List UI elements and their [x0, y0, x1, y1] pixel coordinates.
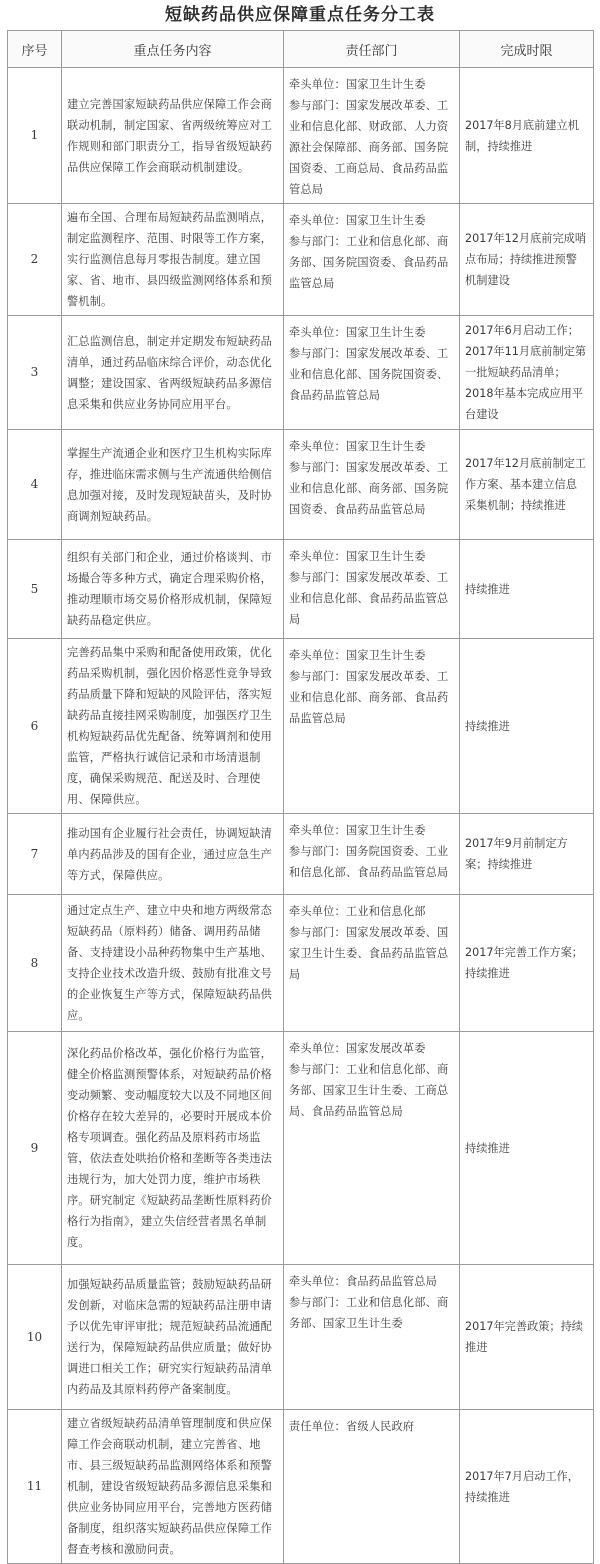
row-number: 8	[8, 895, 62, 1032]
lead-unit: 牵头单位：国家卫生计生委	[289, 649, 426, 662]
lead-unit: 牵头单位：工业和信息化部	[289, 905, 426, 918]
task-table	[7, 30, 594, 1564]
task-content: 完善药品集中采购和配备使用政策，优化药品采购机制，强化因价格恶性竞争导致药品质量下降和短缺的风险评估，落实短缺药品直接挂网采购制度，加强医疗卫生机构短缺药品优先配备、统筹调剂和使用监管，严格执行诚信记录和市场清退制度，确保采购规范、配送及时、合理使用、保障供应。	[62, 639, 284, 814]
responsible-departments	[284, 639, 460, 814]
task-content: 推动国有企业履行社会责任，协调短缺清单内药品涉及的国有企业，通过应急生产等方式，保障供应。	[62, 814, 284, 895]
row-number: 6	[8, 639, 62, 814]
task-content: 组织有关部门和企业，通过价格谈判、市场撮合等多种方式，确定合理采购价格，推动理顺市场交易价格形成机制，保障短缺药品稳定供应。	[62, 540, 284, 639]
lead-unit: 牵头单位：国家卫生计生委	[289, 550, 426, 563]
participating-units: 参与部门：国家发展改革委、工业和信息化部、财政部、人力资源社会保障部、商务部、国务院国资委、工商总局、食品药品监管总局	[289, 99, 449, 196]
row-number: 10	[8, 1265, 62, 1410]
header-no: 序号	[8, 31, 62, 68]
deadline: 持续推进	[460, 540, 594, 639]
task-content: 通过定点生产、建立中央和地方两级常态短缺药品（原料药）储备、调用药品储备、支持建设小品种药物集中生产基地、支持企业技术改造升级、鼓励有批准文号的企业恢复生产等方式，保障短缺药品供应。	[62, 895, 284, 1032]
row-number: 4	[8, 430, 62, 540]
task-content: 加强短缺药品质量监管；鼓励短缺药品研发创新，对临床急需的短缺药品注册申请予以优先审评审批；规范短缺药品流通配送行为，保障短缺药品供应质量；做好协调进口相关工作；研究实行短缺药品清单内药品及其原料药停产备案制度。	[62, 1265, 284, 1410]
task-content: 遍布全国、合理布局短缺药品监测哨点，制定监测程序、范围、时限等工作方案，实行监测信息每月零报告制度。建立国家、省、地市、县四级监测网络体系和预警机制。	[62, 204, 284, 316]
header-dept: 责任部门	[284, 31, 460, 68]
row-number: 1	[8, 68, 62, 204]
task-content: 建立省级短缺药品清单管理制度和供应保障工作会商联动机制，建立完善省、地市、县三级短缺药品监测网络体系和预警机制，建设省级短缺药品多源信息采集和供应业务协同应用平台，完善地方医药储备制度，组织落实短缺药品供应保障工作督查考核和激励问责。	[62, 1410, 284, 1564]
lead-unit: 牵头单位：国家卫生计生委	[289, 78, 426, 91]
task-content: 建立完善国家短缺药品供应保障工作会商联动机制，制定国家、省两级统筹应对工作规则和部门职责分工，指导省级短缺药品供应保障工作会商联动机制建设。	[62, 68, 284, 204]
deadline: 2017年完善政策；持续推进	[460, 1265, 594, 1410]
deadline: 2017年12月底前完成哨点布局；持续推进预警机制建设	[460, 204, 594, 316]
task-content: 深化药品价格改革，强化价格行为监管，健全价格监测预警体系，对短缺药品价格变动频繁、变动幅度较大以及不同地区间价格存在较大差异的，必要时开展成本价格专项调查。强化药品及原料药市场监管，依法查处哄抬价格和垄断等各类违法违规行为，加大处罚力度，维护市场秩序。研究制定《短缺药品垄断性原料药价格行为指南》，建立失信经营者黑名单制度。	[62, 1032, 284, 1265]
page-title: 短缺药品供应保障重点任务分工表	[165, 5, 435, 25]
participating-units: 参与部门：国家发展改革委、国家卫生计生委、食品药品监管总局	[289, 926, 449, 981]
table-row	[8, 204, 594, 316]
row-number: 9	[8, 1032, 62, 1265]
responsible-departments	[284, 430, 460, 540]
participating-units: 参与部门：国务院国资委、工业和信息化部、食品药品监管总局	[289, 845, 449, 879]
task-content: 汇总监测信息，制定并定期发布短缺药品清单，通过药品临床综合评价，动态优化调整；建设国家、省两级短缺药品多源信息采集和供应业务协同应用平台。	[62, 316, 284, 430]
row-number: 7	[8, 814, 62, 895]
header-deadline: 完成时限	[460, 31, 594, 68]
deadline: 持续推进	[460, 1032, 594, 1265]
lead-unit: 牵头单位：国家卫生计生委	[289, 824, 426, 837]
participating-units: 参与部门：工业和信息化部、商务部、国家卫生计生委	[289, 1296, 449, 1330]
responsible-departments	[284, 68, 460, 204]
table-row	[8, 430, 594, 540]
lead-unit: 牵头单位：国家发展改革委	[289, 1042, 426, 1055]
participating-units: 参与部门：国家发展改革委、工业和信息化部、国务院国资委、食品药品监管总局	[289, 347, 449, 402]
table-row	[8, 639, 594, 814]
task-content: 掌握生产流通企业和医疗卫生机构实际库存，推进临床需求侧与生产流通供给侧信息加强对接，及时发现短缺苗头，及时协商调剂短缺药品。	[62, 430, 284, 540]
table-row	[8, 540, 594, 639]
table-header-row	[8, 31, 594, 68]
participating-units: 参与部门：工业和信息化部、商务部、国家卫生计生委、工商总局、食品药品监管总局	[289, 1063, 449, 1118]
table-row	[8, 1032, 594, 1265]
header-task: 重点任务内容	[62, 31, 284, 68]
deadline: 2017年9月前制定方案；持续推进	[460, 814, 594, 895]
row-number: 11	[8, 1410, 62, 1564]
responsible-departments	[284, 895, 460, 1032]
participating-units: 参与部门：国家发展改革委、工业和信息化部、商务部、国务院国资委、食品药品监管总局	[289, 461, 449, 516]
lead-unit: 责任单位：省级人民政府	[289, 1420, 415, 1433]
row-number: 5	[8, 540, 62, 639]
deadline: 2017年6月启动工作；2017年11月底前制定第一批短缺药品清单；2018年基本完成应用平台建设	[460, 316, 594, 430]
deadline: 2017年8月底前建立机制，持续推进	[460, 68, 594, 204]
responsible-departments	[284, 540, 460, 639]
lead-unit: 牵头单位：国家卫生计生委	[289, 326, 426, 339]
table-row	[8, 68, 594, 204]
table-row	[8, 1265, 594, 1410]
lead-unit: 牵头单位：食品药品监管总局	[289, 1275, 438, 1288]
responsible-departments	[284, 1265, 460, 1410]
responsible-departments	[284, 1032, 460, 1265]
table-body	[8, 68, 594, 1564]
row-number: 3	[8, 316, 62, 430]
lead-unit: 牵头单位：国家卫生计生委	[289, 440, 426, 453]
deadline: 2017年12月底前制定工作方案、基本建立信息采集机制；持续推进	[460, 430, 594, 540]
participating-units: 参与部门：国家发展改革委、工业和信息化部、商务部、食品药品监管总局	[289, 670, 449, 725]
responsible-departments	[284, 814, 460, 895]
participating-units: 参与部门：工业和信息化部、商务部、国务院国资委、食品药品监管总局	[289, 235, 449, 290]
table-row	[8, 814, 594, 895]
row-number: 2	[8, 204, 62, 316]
lead-unit: 牵头单位：国家卫生计生委	[289, 214, 426, 227]
table-row	[8, 1410, 594, 1564]
deadline: 2017年7月启动工作，持续推进	[460, 1410, 594, 1564]
participating-units: 参与部门：国家发展改革委、工业和信息化部、食品药品监管总局	[289, 571, 449, 626]
deadline: 持续推进	[460, 639, 594, 814]
responsible-departments	[284, 1410, 460, 1564]
responsible-departments	[284, 204, 460, 316]
deadline: 2017年完善工作方案；持续推进	[460, 895, 594, 1032]
table-row	[8, 316, 594, 430]
table-row	[8, 895, 594, 1032]
responsible-departments	[284, 316, 460, 430]
